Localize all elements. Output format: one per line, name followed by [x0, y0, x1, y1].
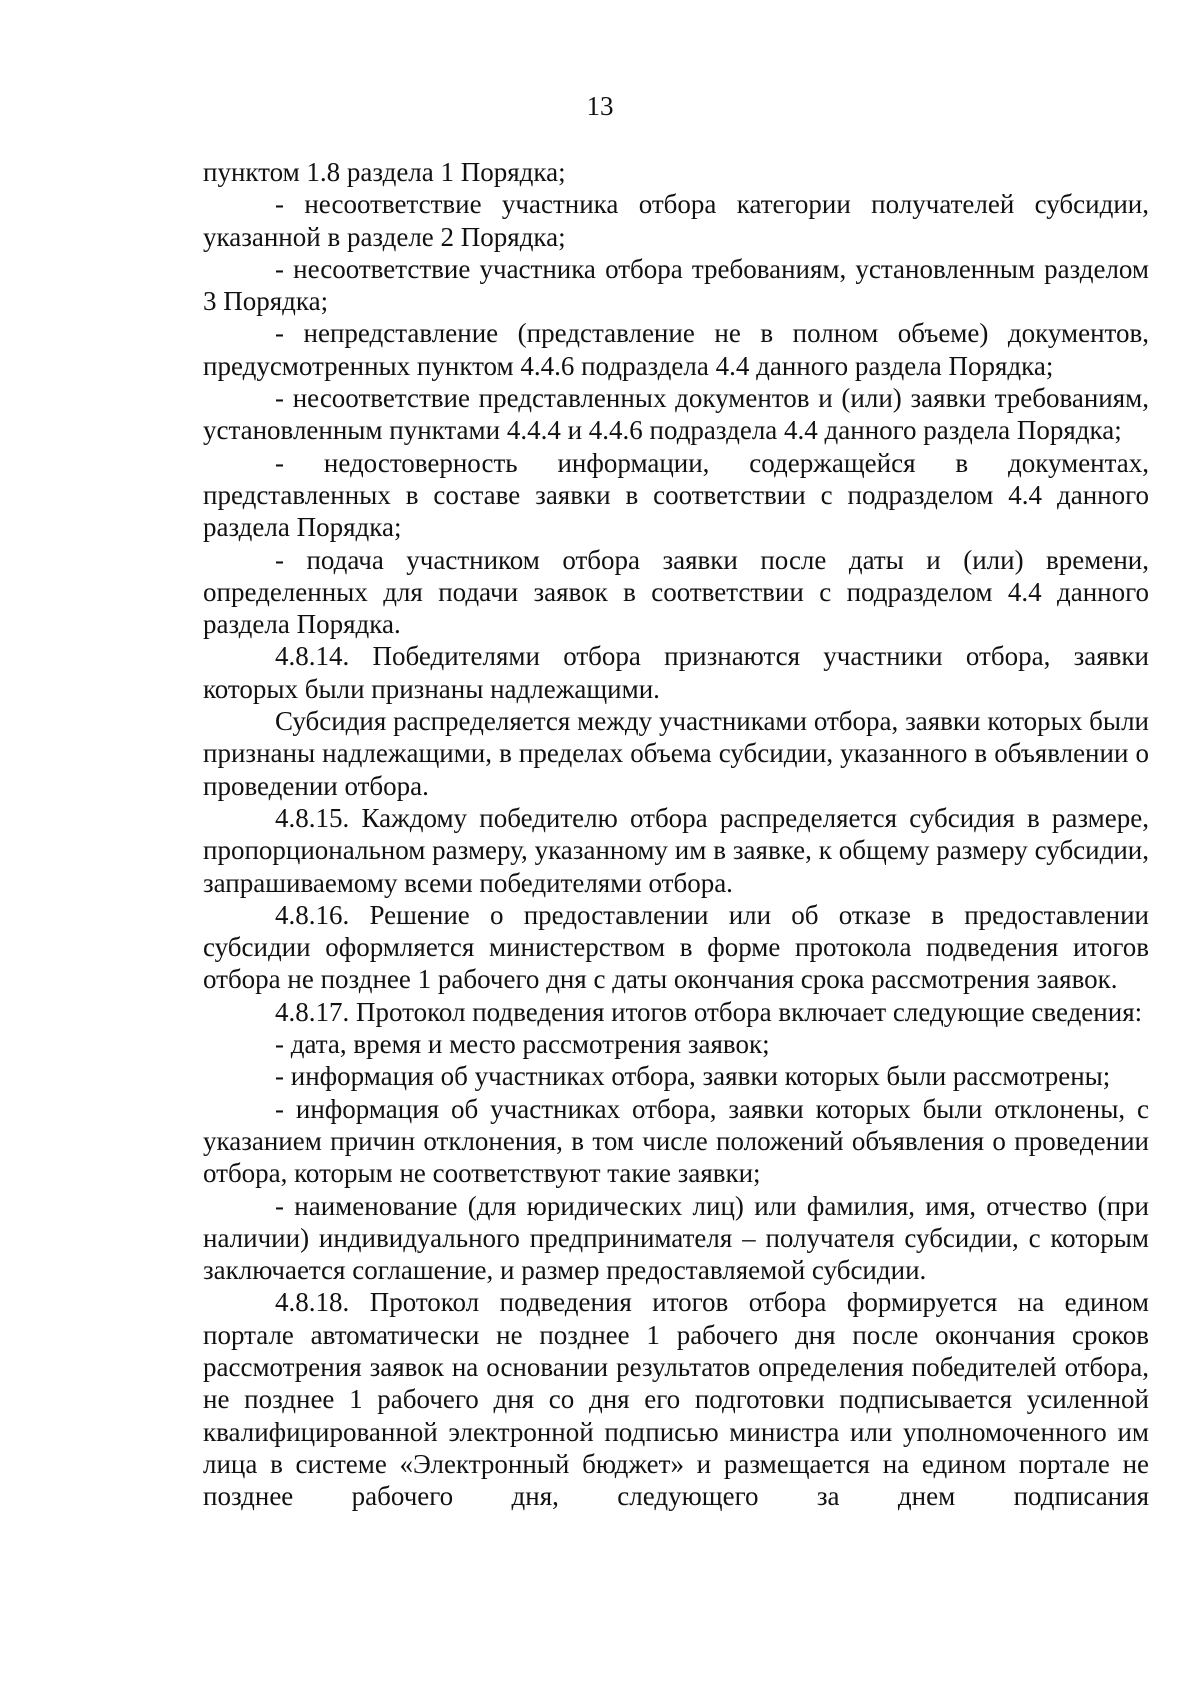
list-item: - информация об участниках отбора, заявки которых были рассмотрены; — [275, 1061, 1111, 1092]
list-item: - подача участником отбора заявки после даты и (или) времени, определенных для подачи заявок в соответствии с подразделом 4.4 данного раздела Порядка. — [203, 544, 1149, 640]
list-item: - несоответствие представленных документов и (или) заявки требованиям, установленным пунктами 4.4.4 и 4.4.6 подраздела 4.4 данного раздела Порядка; — [203, 383, 1149, 446]
list-item: - дата, время и место рассмотрения заявок; — [275, 1029, 770, 1060]
paragraph: пунктом 1.8 раздела 1 Порядка; — [203, 157, 566, 187]
paragraph: 4.8.14. Победителями отбора признаются участники отбора, заявки которых были признаны надлежащими. — [203, 641, 1149, 704]
list-item: - недостоверность информации, содержащейся в документах, представленных в составе заявки в соответствии с подразделом 4.4 данного раздела Порядка; — [203, 447, 1149, 543]
page-number: 13 — [586, 91, 614, 121]
paragraph: 4.8.16. Решение о предоставлении или об отказе в предоставлении субсидии оформляется министерством в форме протокола подведения итогов отбора не позднее 1 рабочего дня с даты окончания срока рассмотрения заявок. — [203, 899, 1149, 995]
paragraph: 4.8.18. Протокол подведения итогов отбора формируется на едином портале автоматически не позднее 1 рабочего дня после окончания сроков рассмотрения заявок на основании результатов определения победителей отбора, не позднее 1 рабочего дня со дня его подготовки подписывается усиленной квалифицированной электронной подписью министра или уполномоченного им лица в системе «Электронный бюджет» и размещается на едином портале не позднее рабочего дня, следующего за днем подписания — [203, 1287, 1149, 1512]
paragraph: Субсидия распределяется между участниками отбора, заявки которых были признаны надлежащими, в пределах объема субсидии, указанного в объявлении о проведении отбора. — [203, 706, 1149, 801]
paragraph: 4.8.15. Каждому победителю отбора распределяется субсидия в размере, пропорциональном размеру, указанному им в заявке, к общему размеру субсидии, запрашиваемому всеми победителями отбора. — [203, 802, 1149, 898]
paragraph: 4.8.17. Протокол подведения итогов отбора включает следующие сведения: — [275, 996, 1143, 1027]
list-item: - информация об участниках отбора, заявки которых были отклонены, с указанием причин отклонения, в том числе положений объявления о проведении отбора, которым не соответствуют такие заявки; — [203, 1093, 1149, 1189]
list-item: - непредставление (представление не в полном объеме) документов, предусмотренных пунктом 4.4.6 подраздела 4.4 данного раздела Порядка; — [203, 318, 1149, 381]
list-item: - несоответствие участника отбора требованиям, установленным разделом 3 Порядка; — [203, 253, 1149, 317]
list-item: - несоответствие участника отбора категории получателей субсидии, указанной в разделе 2 Порядка; — [203, 189, 1149, 252]
list-item: - наименование (для юридических лиц) или фамилия, имя, отчество (при наличии) индивидуального предпринимателя – получателя субсидии, с которым заключается соглашение, и размер предоставляемой субсидии. — [203, 1190, 1149, 1286]
document-body — [203, 156, 1149, 1512]
